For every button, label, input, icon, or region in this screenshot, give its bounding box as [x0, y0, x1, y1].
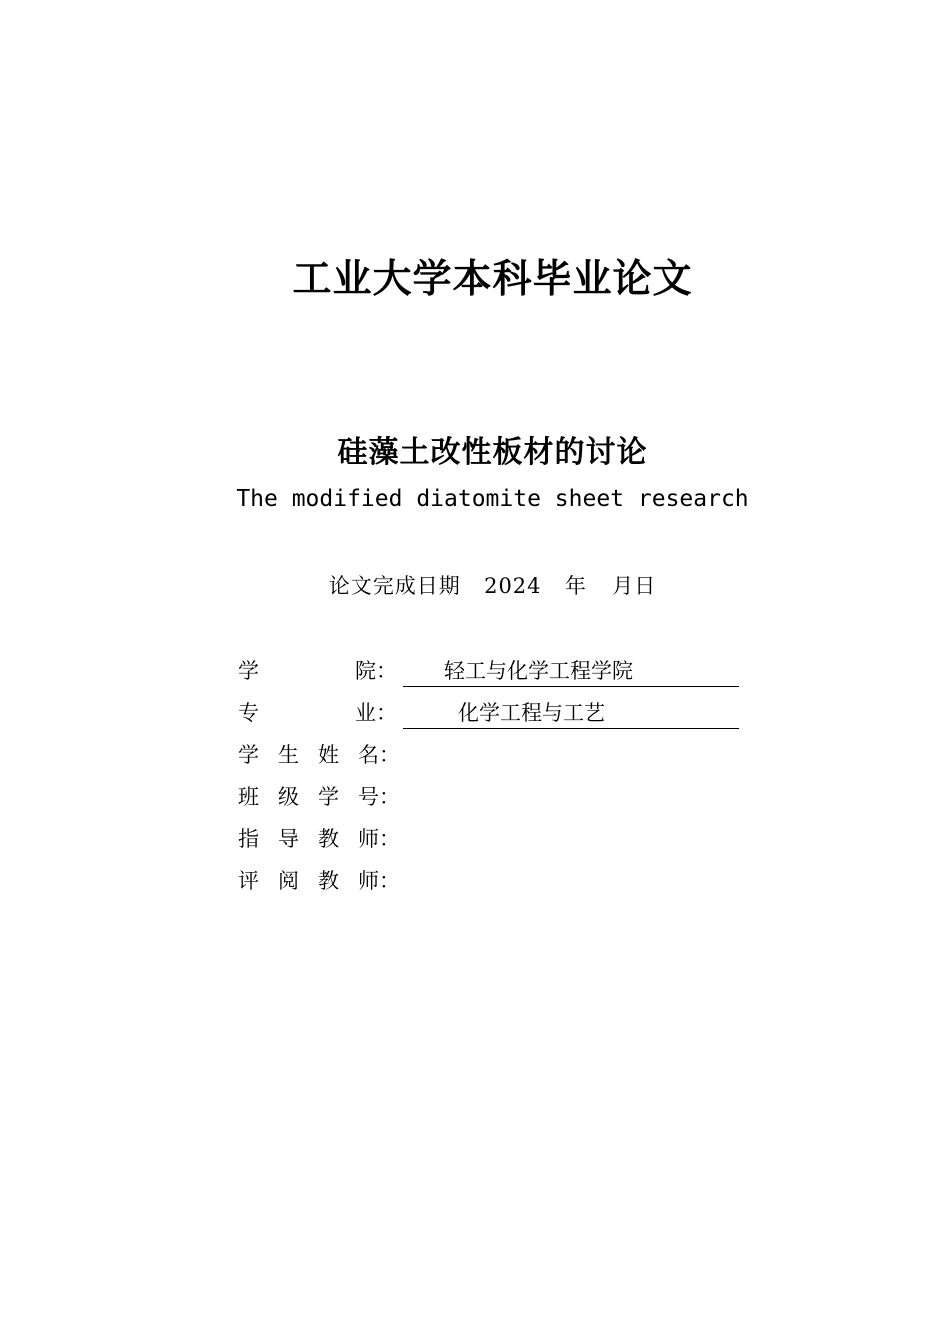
date-label: 论文完成日期	[328, 574, 461, 598]
class-id-label: 班 级 学 号：	[238, 785, 400, 809]
college-label: 学 院：	[238, 659, 397, 683]
thesis-title-cn: 硅藻土改性板材的讨论	[337, 435, 648, 470]
major-value: 化学工程与工艺	[403, 696, 739, 729]
college-value: 轻工与化学工程学院	[403, 654, 739, 687]
major-label: 专 业：	[238, 701, 397, 725]
date-month-day: 月日	[612, 574, 657, 598]
student-name-label: 学 生 姓 名：	[238, 743, 400, 767]
date-year-unit: 年	[564, 574, 587, 598]
completion-date	[0, 570, 950, 600]
reviewer-label: 评 阅 教 师：	[238, 869, 400, 893]
reviewer-value	[403, 864, 739, 896]
student-name-value	[403, 738, 739, 770]
advisor-value	[403, 822, 739, 854]
date-year: 2024	[484, 574, 542, 598]
class-id-value	[403, 780, 739, 812]
thesis-title-en: The modified diatomite sheet research	[236, 486, 749, 512]
advisor-label: 指 导 教 师：	[238, 827, 400, 851]
university-title: 工业大学本科毕业论文	[292, 257, 693, 302]
